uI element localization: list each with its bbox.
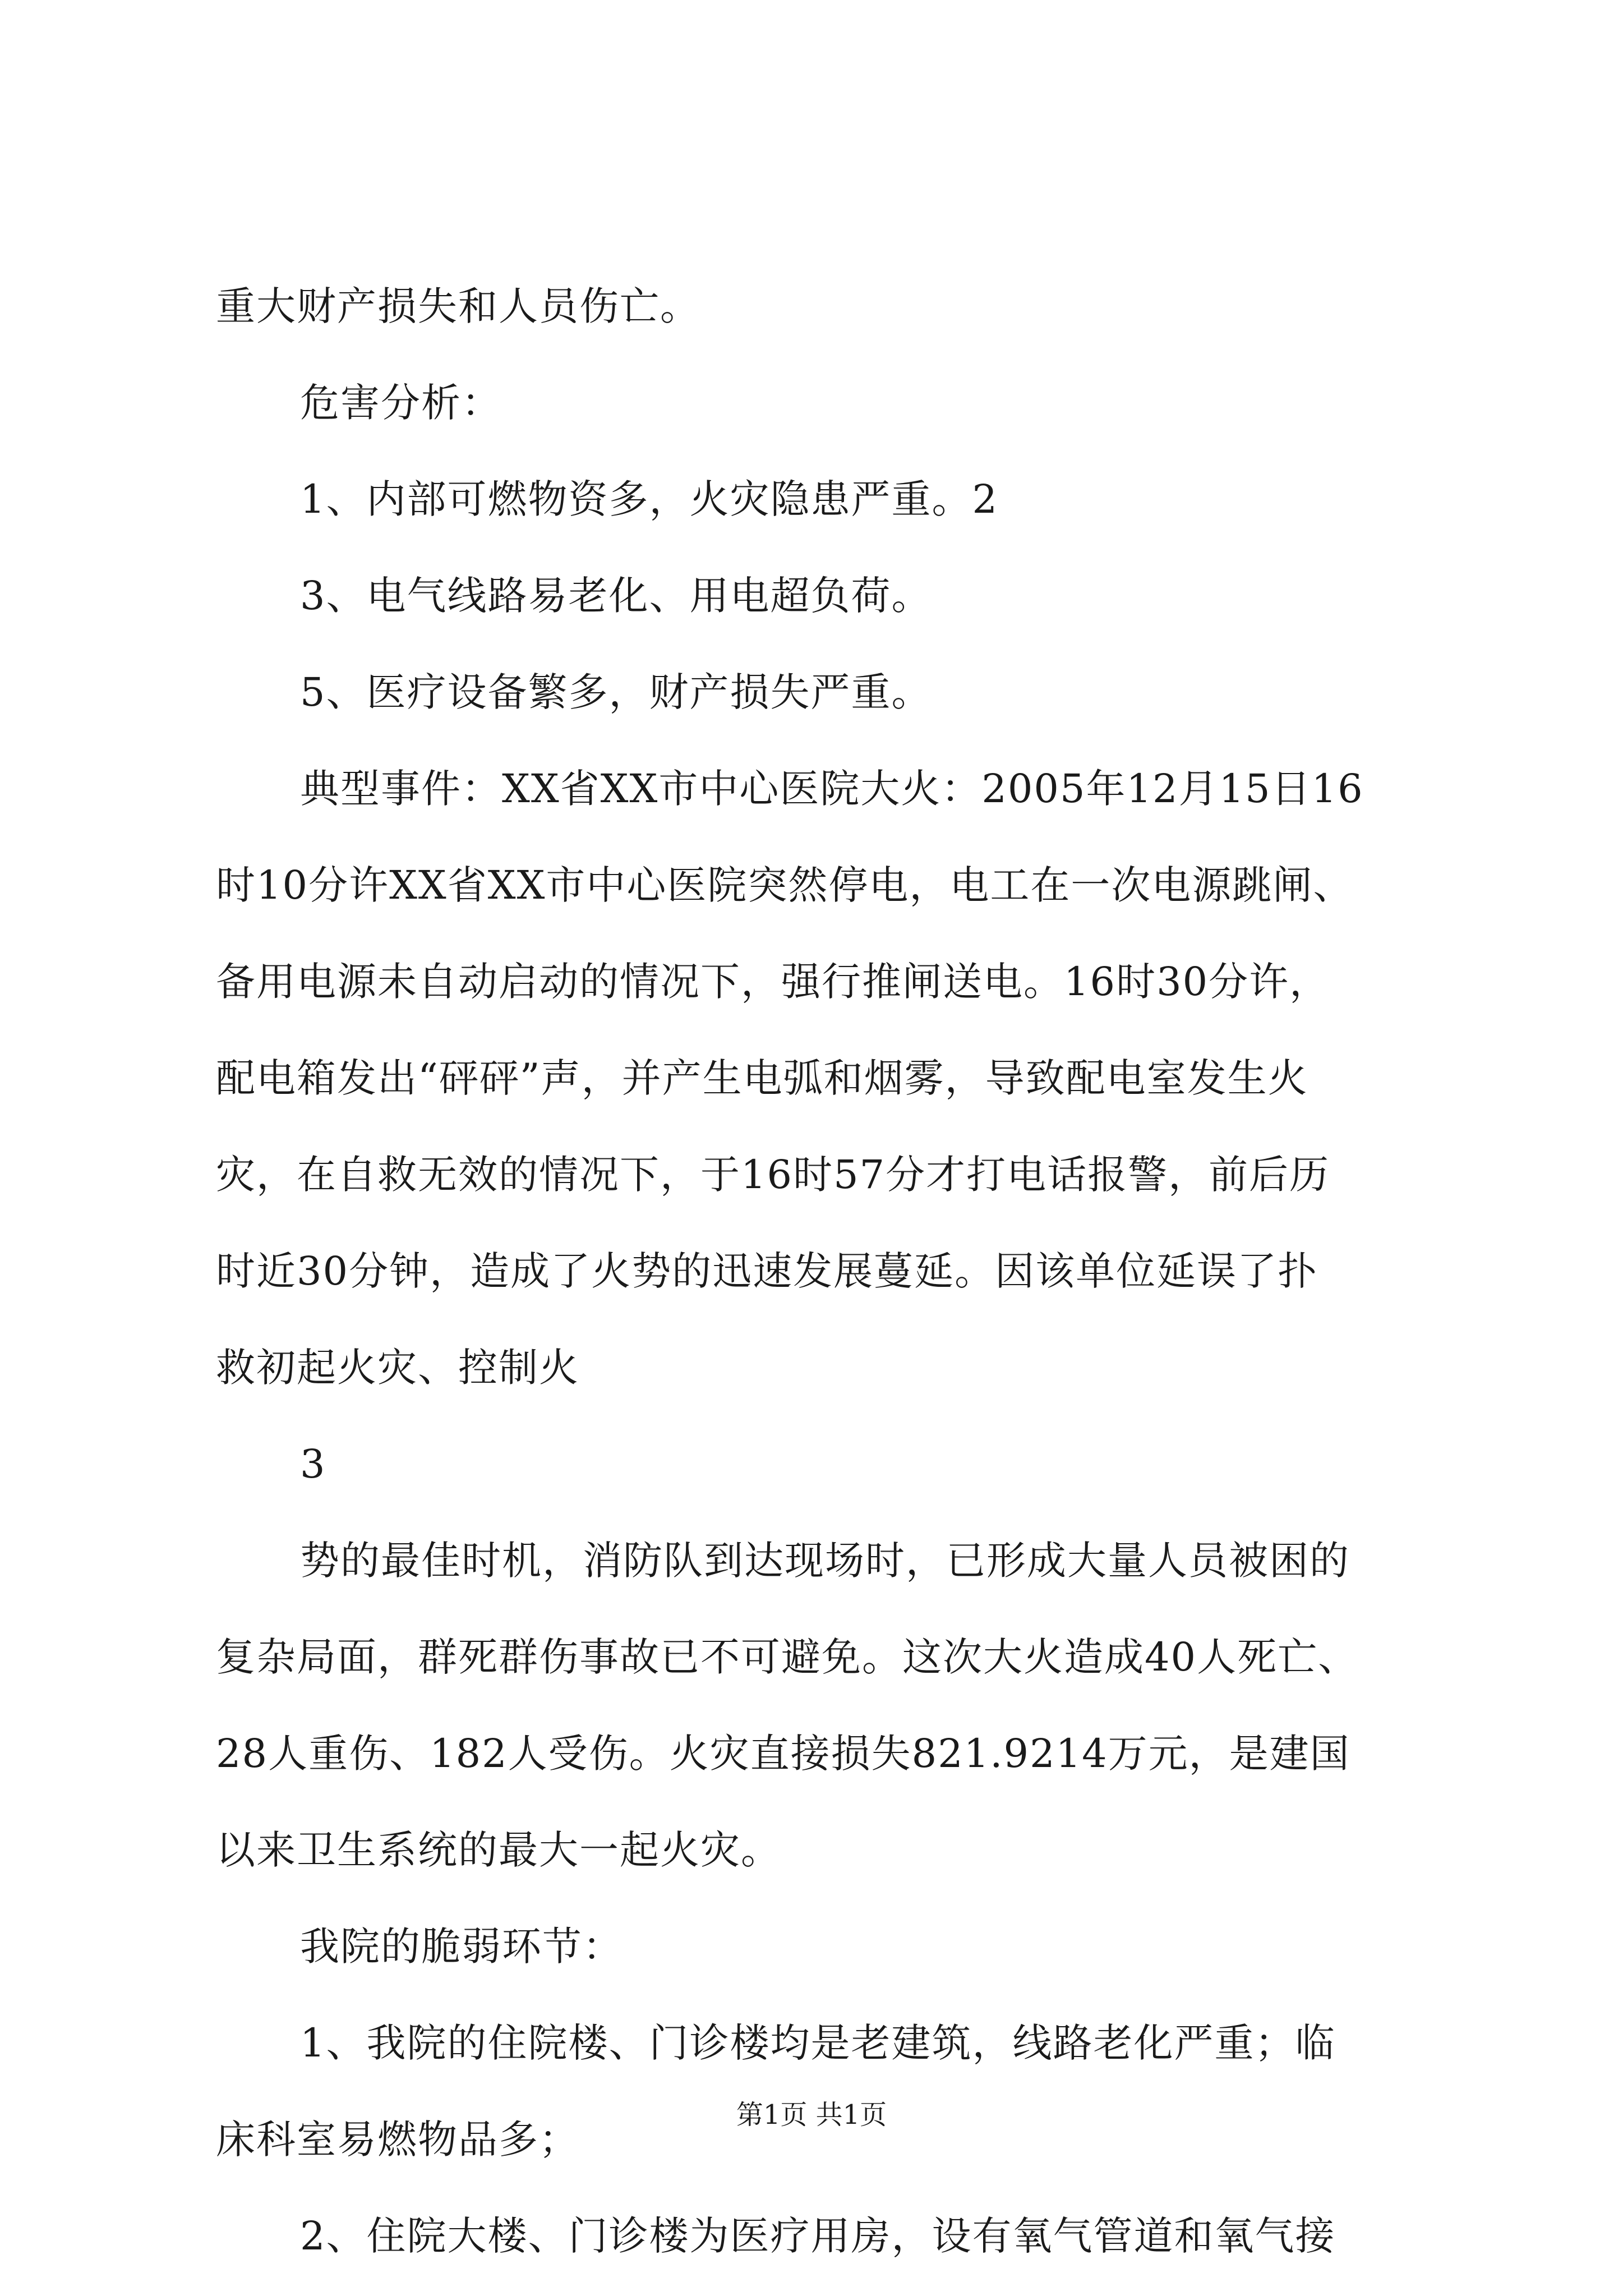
text-line: 典型事件：XX省XX市中心医院大火：2005年12月15日16 [300, 766, 1364, 812]
text-line: 时近30分钟，造成了火势的迅速发展蔓延。因该单位延误了扑 [216, 1248, 1318, 1294]
text-line: 床科室易燃物品多； [216, 2116, 579, 2162]
text-line: 复杂局面，群死群伤事故已不可避免。这次大火造成40人死亡、 [216, 1634, 1359, 1680]
text-line: 3 [300, 1441, 326, 1487]
text-line: 重大财产损失和人员伤亡。 [216, 283, 700, 329]
text-line: 1、我院的住院楼、门诊楼均是老建筑，线路老化严重；临 [300, 2020, 1336, 2066]
text-line: 5、医疗设备繁多，财产损失严重。 [300, 669, 932, 715]
text-line: 我院的脆弱环节： [300, 1924, 623, 1970]
text-line: 3、电气线路易老化、用电超负荷。 [300, 573, 932, 619]
text-line: 28人重伤、182人受伤。火灾直接损失821.9214万元，是建国 [216, 1731, 1350, 1777]
text-line: 1、内部可燃物资多，火灾隐患严重。2 [300, 476, 999, 522]
text-line: 2、住院大楼、门诊楼为医疗用房，设有氧气管道和氧气接 [300, 2213, 1336, 2259]
text-line: 备用电源未自动启动的情况下，强行推闸送电。16时30分许， [216, 959, 1330, 1005]
text-line: 灾，在自救无效的情况下，于16时57分才打电话报警，前后历 [216, 1152, 1330, 1198]
page-footer: 第1页 共1页 [736, 2099, 887, 2131]
text-line: 势的最佳时机，消防队到达现场时，已形成大量人员被困的 [300, 1538, 1350, 1584]
text-line: 时10分许XX省XX市中心医院突然停电，电工在一次电源跳闸、 [216, 862, 1354, 908]
text-line: 危害分析： [300, 380, 502, 426]
text-line: 以来卫生系统的最大一起火灾。 [216, 1827, 781, 1873]
document-body [216, 258, 1427, 2284]
text-line: 配电箱发出“砰砰”声，并产生电弧和烟雾，导致配电室发生火 [216, 1055, 1308, 1101]
text-line: 救初起火灾、控制火 [216, 1345, 579, 1391]
